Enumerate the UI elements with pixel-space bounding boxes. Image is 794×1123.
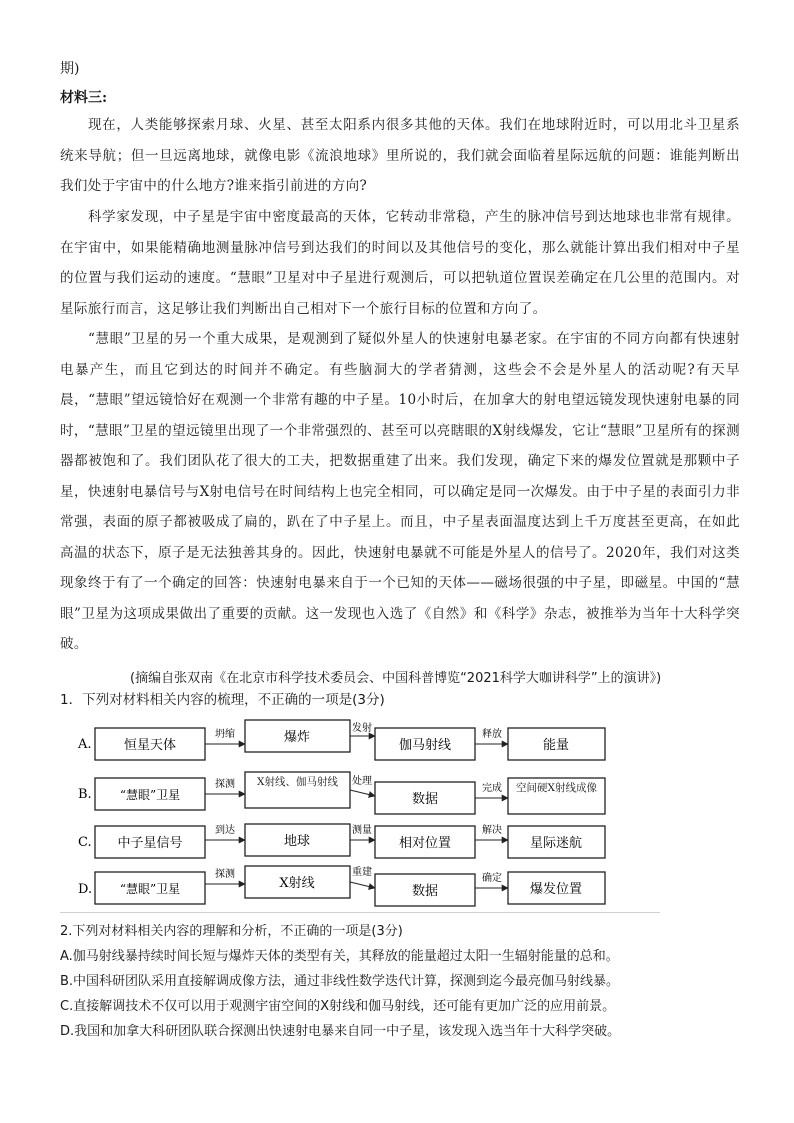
flow-node-text: 星际迷航 <box>529 836 583 851</box>
flow-node-text: 中子星信号 <box>117 836 183 851</box>
flow-node-text: 伽马射线 <box>398 738 452 753</box>
flow-arrow-label: 到达 <box>215 825 235 836</box>
flow-node-text: 空间硬X射线成像 <box>516 782 597 794</box>
option-c: C.直接解调技术不仅可以用于观测宇宙空间的X射线和伽马射线，还可能有更加广泛的应用前景。 <box>60 999 616 1014</box>
flow-node-text: 相对位置 <box>398 836 452 851</box>
question-2-stem: 2.下列对材料相关内容的理解和分析，不正确的一项是(3分) <box>60 924 403 939</box>
flow-node-text: 数据 <box>411 884 439 899</box>
option-a: A.伽马射线暴持续时间长短与爆炸天体的类型有关，其释放的能量超过太阳一生辐射能量的总和。 <box>60 949 619 964</box>
flow-node-text: 能量 <box>542 738 570 753</box>
flow-arrow <box>350 790 375 796</box>
divider <box>60 912 660 913</box>
flow-arrow-label: 确定 <box>482 873 502 884</box>
flow-node-text: 恒星天体 <box>123 738 177 753</box>
flow-row-d <box>78 865 605 906</box>
flow-row-a <box>77 720 605 760</box>
question-1-stem: 1．下列对材料相关内容的梳理，不正确的一项是(3分) <box>60 692 385 708</box>
flow-node-text: 地球 <box>283 834 311 849</box>
flow-arrow-label: 处理 <box>352 776 372 787</box>
option-d: D.我国和加拿大科研团队联合探测出快速射电暴来自同一中子星，该发现入选当年十大科学突破。 <box>60 1024 621 1039</box>
section-title: 材料三: <box>60 90 108 106</box>
flow-arrow-label: 完成 <box>482 783 502 794</box>
flow-arrow-label: 探测 <box>215 869 235 880</box>
flow-row-c <box>78 823 605 858</box>
flow-node-text: “慧眼”卫星 <box>119 882 181 896</box>
flow-row-b <box>78 772 605 814</box>
question-2 <box>60 919 620 1044</box>
flow-diagram <box>60 712 620 912</box>
paragraph-3: “慧眼”卫星的另一个重大成果，是观测到了疑似外星人的快速射电暴老家。在宇宙的不同方向都有快速射电暴产生，而且它到达的时间并不确定。有些脑洞大的学者猜测，这些会不会是外星人的活动呢?有天早晨，“慧眼”望远镜恰好在观测一个非常有趣的中子星。10小时后，在加拿大的射电望远镜发现快速射电暴的同时，“慧眼”卫星的望远镜里出现了一个非常强烈的、甚至可以亮瞎眼的X射线爆发，它让“慧眼”卫星所有的探测器都被饱和了。我们团队花了很大的工夫，把数据重建了出来。我们发现，确定下来的爆发位置就是那颗中子星，快速射电暴信号与X射电信号在时间结构上也完全相同，可以确定是同一次爆发。由于中子星的表面引力非常强，表面的原子都被吸成了扁的，趴在了中子星上。而且，中子星表面温度达到上千万度甚至更高，在如此高温的状态下，原子是无法独善其身的。因此，快速射电暴就不可能是外星人的信号了。2020年，我们对这类现象终于有了一个确定的回答：快速射电暴来自于一个已知的天体——磁场很强的中子星，即磁星。中国的“慧眼”卫星为这项成果做出了重要的贡献。这一发现也入选了《自然》和《科学》杂志，被推举为当年十大科学突破。 <box>60 331 740 652</box>
citation: (摘编自张双南《在北京市科学技术委员会、中国科普博览“2021科学大咖讲科学”上的演讲》) <box>130 671 662 686</box>
flow-node-text: “慧眼”卫星 <box>119 788 181 802</box>
flow-arrow-label: 探测 <box>215 779 235 790</box>
flow-arrow-label: 测量 <box>352 825 372 836</box>
flow-arrow-label: 解决 <box>482 825 502 836</box>
option-b: B.中国科研团队采用直接解调成像方法，通过非线性数学迭代计算，探测到迄今最亮伽马射线暴。 <box>60 974 620 989</box>
page-fragment-text: 期) <box>60 61 80 77</box>
row-label: A. <box>78 737 92 752</box>
flow-node-text: X射线、伽马射线 <box>257 776 338 788</box>
flow-node-wrap <box>509 779 604 813</box>
flow-node-text: X射线 <box>279 876 315 891</box>
row-label: B. <box>78 787 92 802</box>
flow-arrow-label: 坍缩 <box>215 729 235 740</box>
paragraph-2: 科学家发现，中子星是宇宙中密度最高的天体，它转动非常稳，产生的脉冲信号到达地球也非常有规律。在宇宙中，如果能精确地测量脉冲信号到达我们的时间以及其他信号的变化，那么就能计算出我们相对中子星的位置与我们运动的速度。“慧眼”卫星对中子星进行观测后，可以把轨道位置误差确定在几公里的范围内。对星际旅行而言，这足够让我们判断出自己相对下一个旅行目标的位置和方向了。 <box>60 209 740 317</box>
paragraph-1: 现在，人类能够探索月球、火星、甚至太阳系内很多其他的天体。我们在地球附近时，可以用北斗卫星系统来导航；但一旦远离地球，就像电影《流浪地球》里所说的，我们就会面临着星际远航的问题：谁能判断出我们处于宇宙中的什么地方?谁来指引前进的方向? <box>60 117 740 194</box>
row-label: C. <box>78 835 92 850</box>
flow-node-text: 爆炸 <box>283 730 311 745</box>
row-label: D. <box>78 882 93 897</box>
flow-node-wrap <box>246 773 349 807</box>
flow-arrow <box>350 882 375 888</box>
flow-arrow-label: 重建 <box>352 867 372 878</box>
flow-arrow-label: 发射 <box>352 723 372 734</box>
flow-node-text: 爆发位置 <box>529 882 583 897</box>
flow-arrow-label: 释放 <box>482 729 502 740</box>
flow-node-text: 数据 <box>411 792 439 807</box>
